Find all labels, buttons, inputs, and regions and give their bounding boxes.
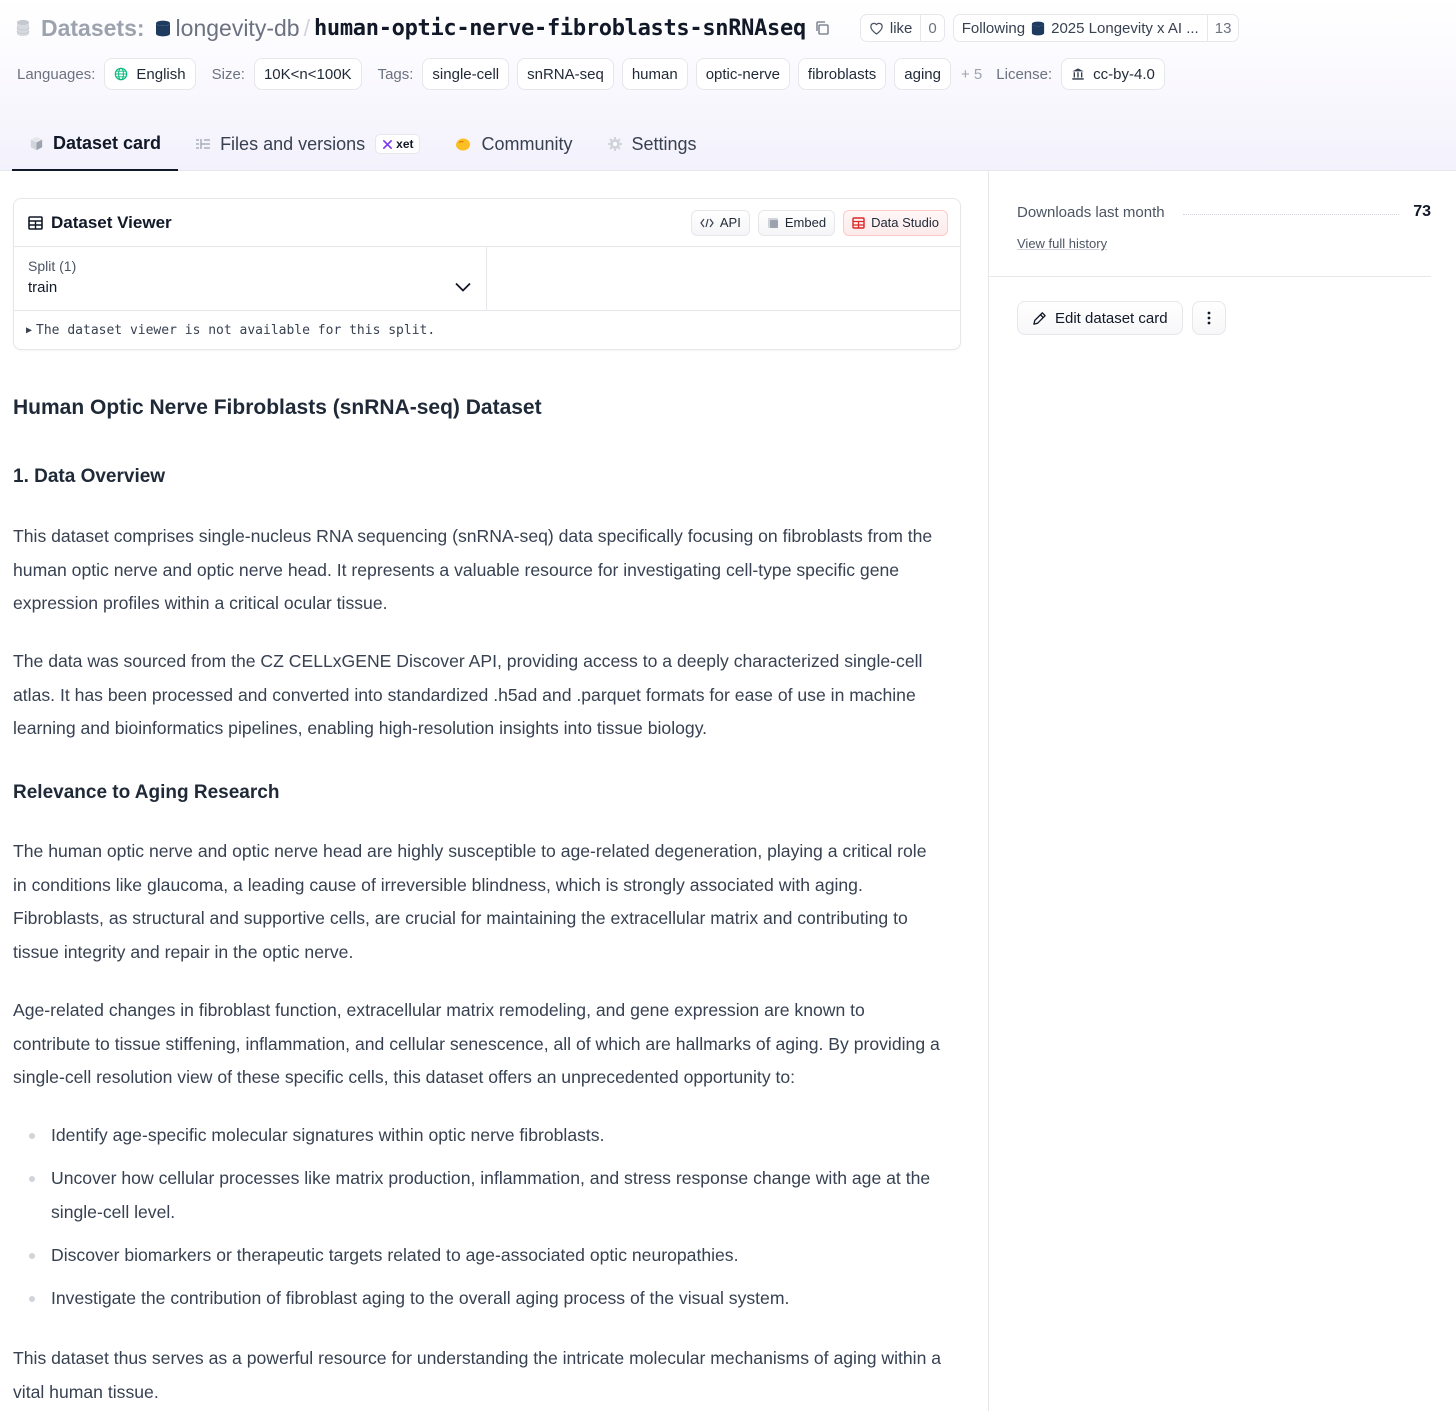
languages-label: Languages: [17,65,96,83]
section-heading-overview: 1. Data Overview [13,466,166,487]
paragraph-conclusion: This dataset thus serves as a powerful resource for understanding the intricate molecular mechanisms of aging within a vital human tissue. [13,1348,942,1402]
paragraph-aging-2: Age-related changes in fibroblast function, extracellular matrix remodeling, and gene expression are known to contribute to tissue stiffening, inflammation, and cellular senescence, all of which are hallmarks of aging. By providing a single-cell resolution view of these specific cells, this dataset offers an unprecedented opportunity to: [13,1000,940,1088]
card-title: Human Optic Nerve Fibroblasts (snRNA-seq) Dataset [13,396,542,419]
xet-icon [382,139,393,150]
embed-label: Embed [784,215,827,230]
org-avatar-icon [1031,21,1045,36]
tag-fibroblasts[interactable]: fibroblasts [798,58,886,90]
tab-community-label: Community [481,133,573,154]
copy-icon[interactable] [814,20,830,36]
repo-name-link[interactable]: human-optic-nerve-fibroblasts-snRNAseq [313,15,806,41]
downloads-value: 73 [1413,203,1431,220]
xet-badge [375,134,420,154]
paragraph-aging-1: The human optic nerve and optic nerve head are highly susceptible to age-related degeneration, playing a critical role in conditions like glaucoma, a leading cause of irreversible blindness, which is strongly associated with aging. Fibroblasts, as structural and supportive cells, are crucial for maintaining the extracellular matrix and contributing to tissue integrity and repair in the optic nerve. [13,841,927,962]
like-label: like [889,19,913,37]
metadata-tags [17,58,1173,90]
like-count[interactable]: 0 [920,15,943,41]
tab-settings[interactable] [590,118,714,170]
xet-label: xet [396,137,414,151]
like-button[interactable] [860,14,945,42]
split-select[interactable] [14,247,487,310]
dataset-card-content [13,198,961,1402]
viewer-unavailable-message: The dataset viewer is not available for this split. [36,322,436,338]
table-icon [28,216,43,230]
code-icon [700,218,714,228]
view-full-history-link[interactable]: View full history [1017,236,1108,251]
api-button[interactable] [691,210,750,236]
follow-org-name: 2025 Longevity x AI ... [1051,19,1199,37]
sidebar [988,171,1456,1411]
split-label: Split (1) [28,258,77,274]
heart-icon [869,21,884,35]
repo-header [0,0,1456,171]
list-item: Uncover how cellular processes like matrix production, inflammation, and stress response change with age at the single-cell level. [13,1162,943,1229]
sidebar-divider [989,276,1431,277]
breadcrumb-separator: / [303,14,310,41]
embed-icon [767,217,779,229]
tag-optic-nerve[interactable]: optic-nerve [696,58,790,90]
viewer-title [28,213,172,233]
viewer-header [14,199,960,247]
split-value: train [28,279,58,296]
section-heading-aging: Relevance to Aging Research [13,782,280,803]
license-value: cc-by-4.0 [1093,65,1155,83]
downloads-dots [1183,214,1400,215]
studio-table-icon [852,217,865,229]
dataset-icon [16,19,30,37]
list-item: Discover biomarkers or therapeutic targets related to age-associated optic neuropathies. [13,1239,943,1273]
tags-label: Tags: [377,65,414,83]
tab-files-and-versions[interactable] [178,118,437,170]
gear-icon [607,136,623,152]
downloads-stat [1017,203,1431,221]
list-item: Identify age-specific molecular signatures within optic nerve fibroblasts. [13,1119,943,1153]
api-label: API [719,215,741,230]
bank-icon [1071,67,1085,81]
tag-single-cell[interactable]: single-cell [422,58,509,90]
tab-dataset-card-label: Dataset card [53,133,162,153]
list-item: Investigate the contribution of fibroblast aging to the overall aging process of the visual system. [13,1282,943,1316]
embed-button[interactable] [758,210,835,236]
follow-label: Following [961,19,1026,37]
triangle-right-icon: ▶ [26,324,33,336]
language-value: English [136,65,186,83]
datasets-link[interactable]: Datasets: [41,14,145,41]
tab-files-label: Files and versions [220,133,366,154]
tag-human[interactable]: human [622,58,688,90]
edit-dataset-card-button[interactable] [1017,301,1183,335]
data-studio-label: Data Studio [871,215,939,230]
license-label: License: [996,65,1053,83]
follower-count[interactable]: 13 [1207,15,1239,41]
kebab-menu-icon [1207,311,1211,325]
tab-settings-label: Settings [631,133,697,154]
downloads-label: Downloads last month [1017,203,1165,221]
community-hand-icon [454,136,472,152]
org-avatar-icon [155,20,171,37]
paragraph-overview-2: The data was sourced from the CZ CELLxGENE Discover API, providing access to a deeply characterized single-cell atlas. It has been processed and converted into standardized .h5ad and .parquet formats for ease of use in machine learning and bioinformatics pipelines, enabling high-resolution insights into tissue biology. [13,651,923,739]
follow-org-button[interactable] [953,14,1240,42]
breadcrumb [16,12,1239,44]
pencil-icon [1032,311,1047,326]
edit-dataset-card-label: Edit dataset card [1055,309,1168,327]
file-tree-icon [195,137,211,151]
repo-tabs [12,118,714,171]
org-link[interactable]: longevity-db [175,14,300,41]
more-tags-button[interactable]: + 5 [960,65,983,83]
paragraph-overview-1: This dataset comprises single-nucleus RNA sequencing (snRNA-seq) data specifically focusing on fibroblasts from the human optic nerve and optic nerve head. It represents a valuable resource for investigating cell-type specific gene expression profiles within a critical ocular tissue. [13,526,933,614]
globe-icon [114,67,128,81]
dataset-viewer [13,198,961,350]
viewer-unavailable-details[interactable] [14,311,960,349]
size-tag[interactable]: 10K<n<100K [254,58,362,90]
viewer-actions [691,210,948,236]
tab-community[interactable] [437,118,589,170]
size-label: Size: [211,65,245,83]
split-row [14,247,960,311]
license-tag[interactable] [1061,58,1165,90]
tag-snrna-seq[interactable]: snRNA-seq [517,58,614,90]
more-options-button[interactable] [1192,301,1226,335]
language-tag[interactable] [104,58,195,90]
cube-icon [29,136,44,151]
tag-aging[interactable]: aging [894,58,951,90]
viewer-title-text: Dataset Viewer [51,212,172,232]
chevron-down-icon [454,281,472,293]
tab-dataset-card[interactable] [12,118,178,171]
opportunity-list [13,1119,943,1325]
data-studio-button[interactable] [843,210,948,236]
